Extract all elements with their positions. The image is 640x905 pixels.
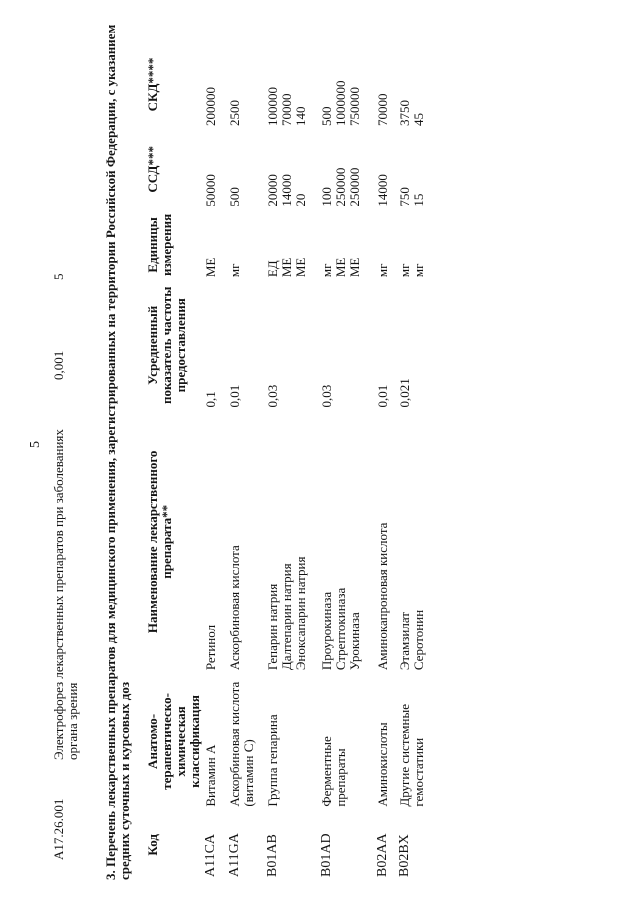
drug-unit: мг [397,263,412,278]
rotated-page-content [44,20,624,880]
drug-ssd: 20 [293,193,308,207]
drug-ssd: 250000 [333,167,348,207]
row-drug-names [218,410,256,673]
table-row [362,40,390,880]
row-frequency: 0,03 [319,384,334,408]
drug-skd: 200000 [203,86,218,126]
row-frequency: 0,1 [203,391,218,408]
drug-skd: 500 [319,106,334,126]
row-drug-names [256,410,308,673]
drug-ssd: 14000 [375,174,390,207]
drug-name: Серотонин [411,609,426,671]
row-drug-names [362,410,390,673]
row-atc: Другие системные гемостатики [397,704,426,807]
drug-skd: 100000 [265,86,280,126]
row-ssd [362,129,390,210]
drug-skd: 2500 [227,99,242,126]
drug-unit: МЕ [293,257,308,278]
drug-skd: 140 [293,106,308,126]
row-code: A11CA [203,833,218,877]
drug-ssd: 250000 [347,167,362,207]
header-atc: Анатомо-терапевтическо-химическая классификация [145,693,202,790]
row-skd [362,40,390,129]
drug-name: Этамзилат [397,612,412,671]
service-frequency: 0,001 [51,350,66,380]
previous-table-row [52,20,94,880]
row-skd [202,40,218,129]
row-skd [390,40,426,129]
row-atc: Аминокислоты [375,722,390,807]
drug-ssd: 750 [397,187,412,207]
drug-name: Стрептокиназа [333,587,348,671]
drug-unit: мг [227,263,242,278]
row-drug-names [202,410,218,673]
drug-name: Далтепарин натрия [279,563,294,671]
row-ssd [390,129,426,210]
row-units [308,210,362,281]
drug-unit: МЕ [333,257,348,278]
section-title: 3. Перечень лекарственных препаратов для медицинского применения, зарегистрированных на территории Российской Федерации, с указанием средних суточных и курсовых доз [103,24,132,880]
drug-name: Гепарин натрия [265,583,280,671]
row-code: B02AA [375,833,390,877]
row-code: B01AB [265,834,280,877]
drug-ssd: 50000 [203,174,218,207]
drug-unit: МЕ [347,257,362,278]
row-frequency: 0,03 [265,384,280,408]
row-ssd [256,129,308,210]
row-frequency: 0,01 [375,384,390,408]
drug-unit: мг [411,263,426,278]
row-units [256,210,308,281]
row-skd [256,40,308,129]
header-code: Код [145,834,160,856]
row-units [218,210,256,281]
drug-skd: 70000 [279,93,294,126]
header-ssd: ССД*** [145,146,160,193]
service-name: Электрофорез лекарственных препаратов при заболеваниях органа зрения [51,429,80,760]
drug-skd: 70000 [375,93,390,126]
header-frequency: Усредненный показатель частоты предоставления [145,286,188,405]
drug-name: Урокиназа [347,612,362,671]
drug-ssd: 20000 [265,174,280,207]
row-units [390,210,426,281]
row-skd [308,40,362,129]
header-skd: СКД**** [145,57,160,112]
row-ssd [308,129,362,210]
page-number: 5 [28,441,43,448]
drug-ssd: 500 [227,187,242,207]
drug-skd: 45 [411,112,426,126]
row-ssd [218,129,256,210]
row-frequency: 0,021 [397,378,412,408]
drug-ssd: 100 [319,187,334,207]
table-row [218,40,256,880]
table-header-row [146,40,202,880]
service-code: A17.26.001 [51,798,66,860]
row-code: B02BX [397,834,412,877]
service-multiplicity: 5 [51,273,66,280]
drug-unit: мг [319,263,334,278]
table-row [256,40,308,880]
row-frequency: 0,01 [227,384,242,408]
drug-skd: 1000000 [333,80,348,126]
drug-name: Проурокиназа [319,591,334,671]
drug-unit: ЕД [265,260,280,278]
drug-name: Эноксапарин натрия [293,556,308,671]
drug-unit: МЕ [279,257,294,278]
drug-ssd: 14000 [279,174,294,207]
drug-skd: 750000 [347,86,362,126]
table-row [202,40,218,880]
row-code: A11GA [227,833,242,877]
row-ssd [202,129,218,210]
drug-skd: 3750 [397,99,412,126]
table-row [308,40,362,880]
row-code: B01AD [319,833,334,877]
row-drug-names [308,410,362,673]
row-units [202,210,218,281]
drug-name: Аскорбиновая кислота [227,545,242,671]
table-row [390,40,426,880]
row-atc: Группа гепарина [265,714,280,807]
drug-table [146,40,426,880]
drug-name: Ретинол [203,624,218,671]
drug-ssd: 15 [411,193,426,207]
row-atc: Аскорбиновая кислота (витамин С) [227,681,256,807]
row-drug-names [390,410,426,673]
row-atc: Ферментные препараты [319,736,348,807]
row-skd [218,40,256,129]
header-unit: Единицы измерения [145,213,174,276]
drug-unit: МЕ [203,257,218,278]
drug-unit: мг [375,263,390,278]
row-units [362,210,390,281]
drug-name: Аминокапроновая кислота [375,522,390,671]
row-atc: Витамин А [203,744,218,807]
header-drug-name: Наименование лекарственного препарата** [145,450,174,634]
